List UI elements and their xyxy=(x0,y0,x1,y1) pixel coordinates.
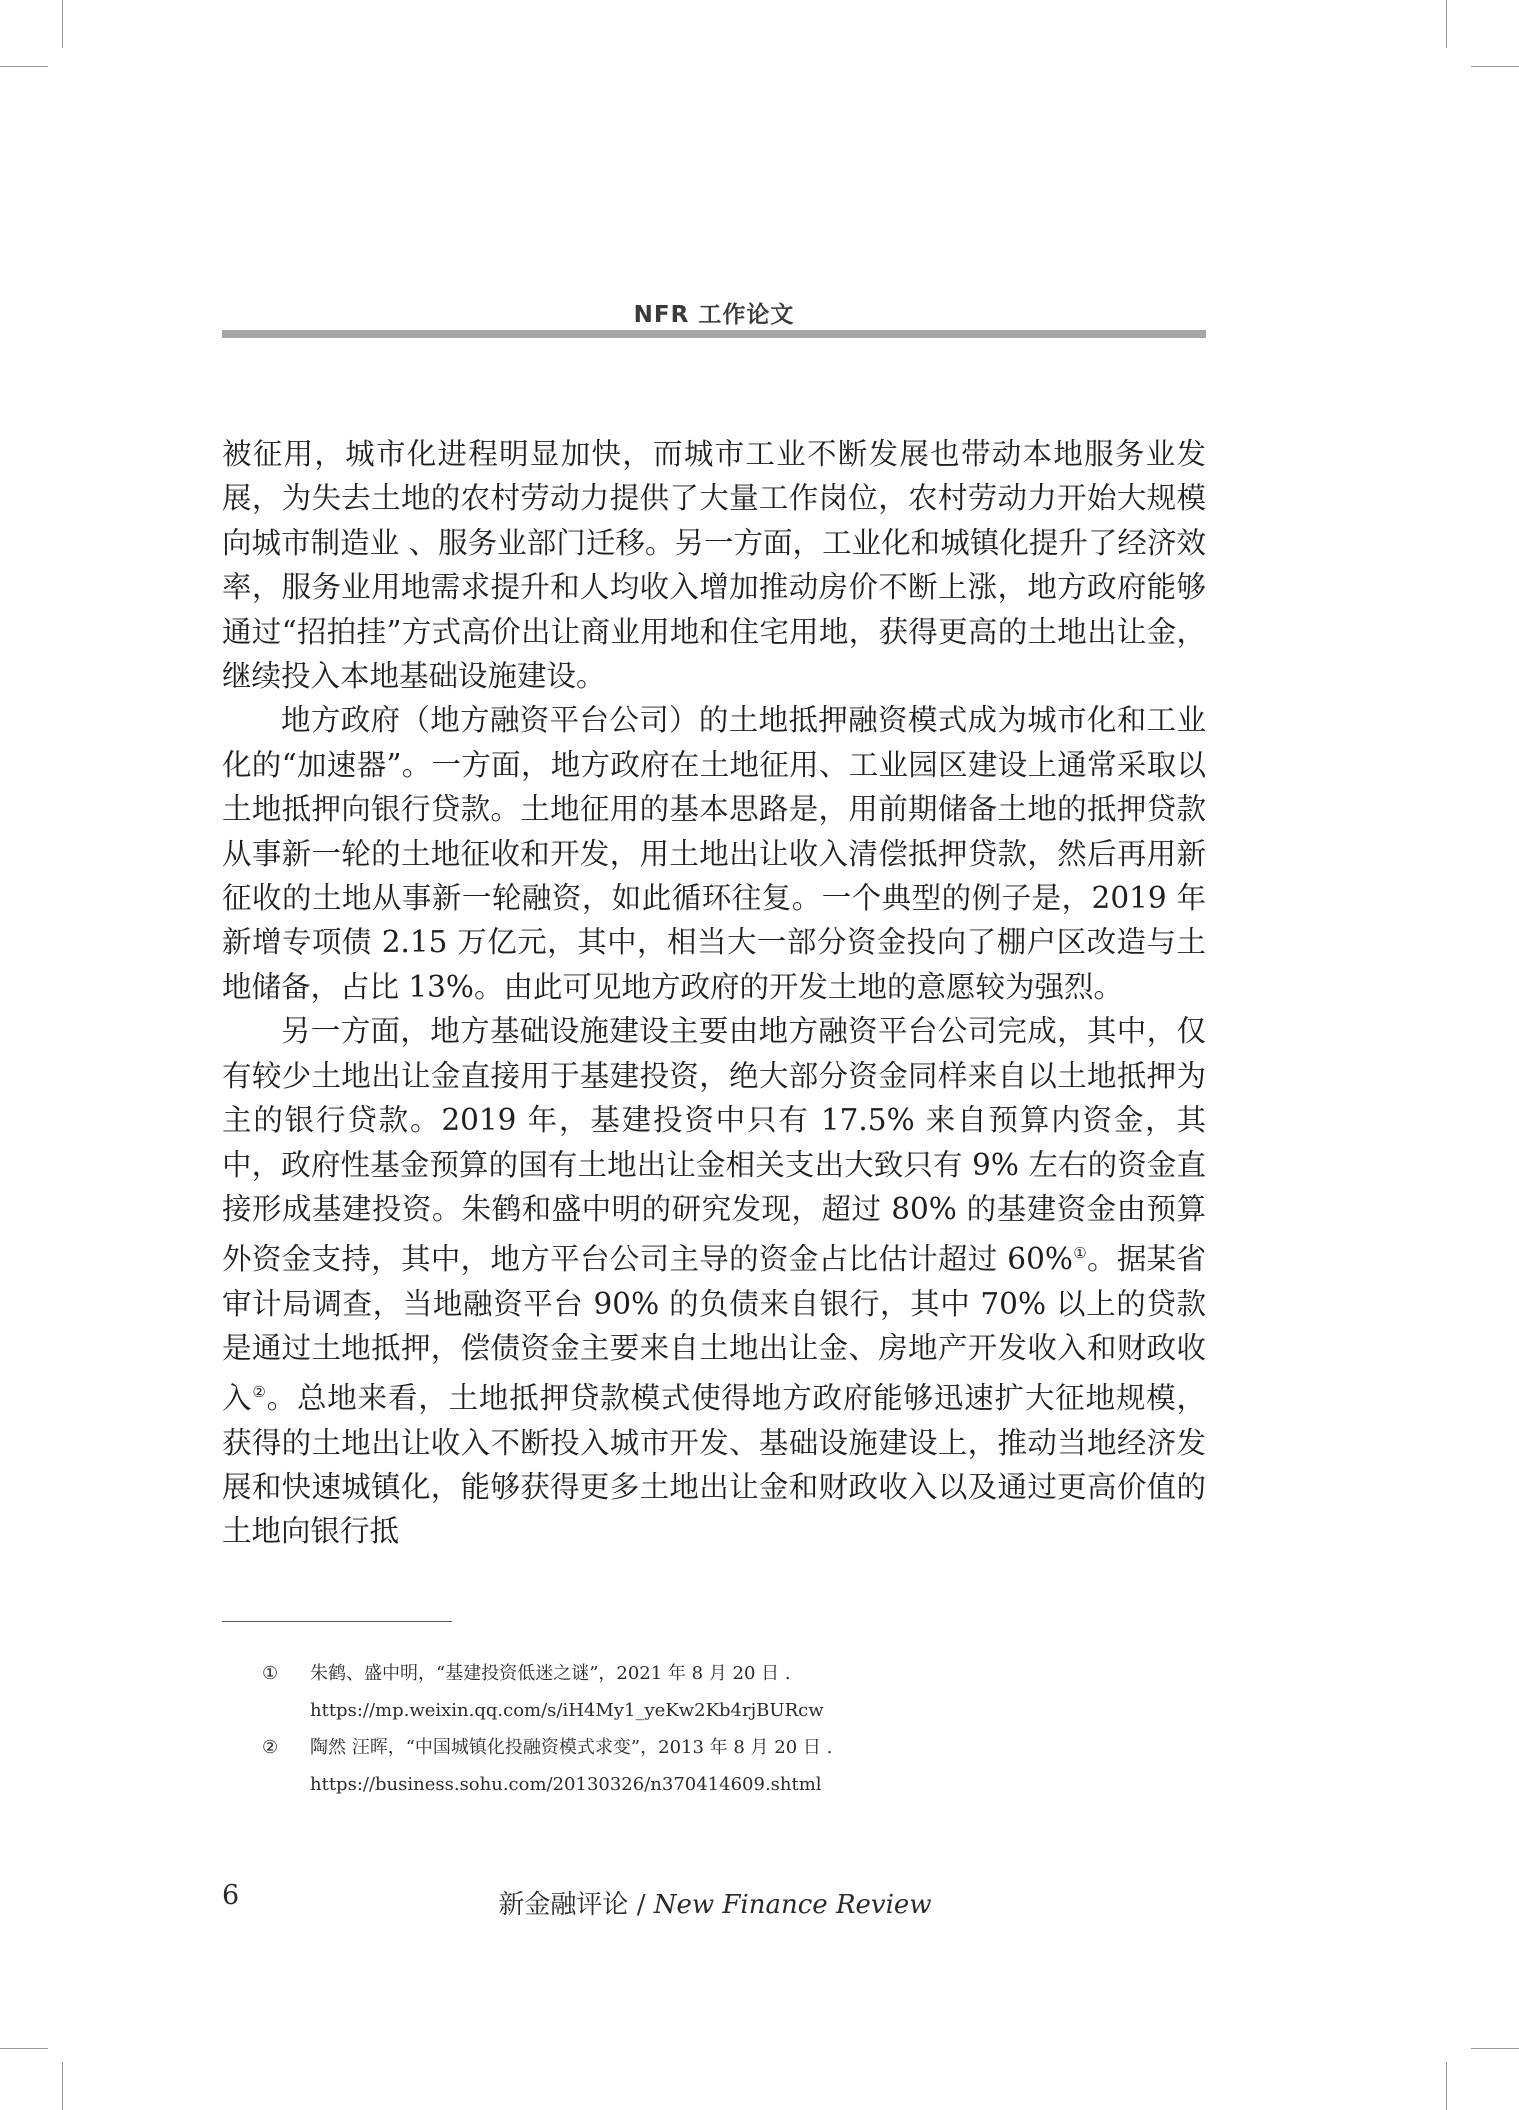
crop-mark xyxy=(0,66,48,67)
footnote-ref-2[interactable]: ② xyxy=(252,1383,267,1402)
crop-mark xyxy=(62,2062,63,2110)
journal-separator: / xyxy=(628,1890,654,1920)
footnote-number: ② xyxy=(262,1737,279,1758)
footnote-link[interactable]: https://mp.weixin.qq.com/s/iH4My1_yeKw2Kb4rjBURcw xyxy=(310,1700,824,1721)
footnote-rule xyxy=(222,1621,452,1622)
footnote-link[interactable]: https://business.sohu.com/20130326/n370414609.shtml xyxy=(310,1774,822,1795)
footnote-citation: 陶然 汪晖，“中国城镇化投融资模式求变”，2013 年 8 月 20 日 . xyxy=(310,1737,833,1758)
footnotes xyxy=(262,1655,1192,1803)
crop-mark xyxy=(1471,2048,1519,2049)
paragraph: 被征用，城市化进程明显加快，而城市工业不断发展也带动本地服务业发展，为失去土地的农村劳动力提供了大量工作岗位，农村劳动力开始大规模向城市制造业 、服务业部门迁移。另一方面，工业化和城镇化提升了经济效率，服务业用地需求提升和人均收入增加推动房价不断上涨，地方政府能够通过“招拍挂”方式高价出让商业用地和住宅用地，获得更高的土地出让金，继续投入本地基础设施建设。 xyxy=(222,437,1206,694)
body-text xyxy=(222,432,1206,1554)
crop-mark xyxy=(1446,0,1447,48)
journal-name-cn: 新金融评论 xyxy=(498,1890,629,1920)
footnote xyxy=(262,1729,1192,1803)
crop-mark xyxy=(0,2048,48,2049)
paragraph: 地方政府（地方融资平台公司）的土地抵押融资模式成为城市化和工业化的“加速器”。一方面，地方政府在土地征用、工业园区建设上通常采取以土地抵押向银行贷款。土地征用的基本思路是，用前期储备土地的抵押贷款从事新一轮的土地征收和开发，用土地出让收入清偿抵押贷款，然后再用新征收的土地从事新一轮融资，如此循环往复。一个典型的例子是，2019 年新增专项债 2.15 万亿元，其中，相当大一部分资金投向了棚户区改造与土地储备，占比 13%。由此可见地方政府的开发土地的意愿较为强烈。 xyxy=(222,703,1206,1004)
crop-mark xyxy=(1446,2062,1447,2110)
page-number: 6 xyxy=(222,1880,240,1911)
paragraph-text: 另一方面，地方基础设施建设主要由地方融资平台公司完成，其中，仅有较少土地出让金直接用于基建投资，绝大部分资金同样来自以土地抵押为主的银行贷款。2019 年，基建投资中只有 17.5% 来自预算内资金，其中，政府性基金预算的国有土地出让金相关支出大致只有 9% 左右的资金直接形成基建投资。朱鹤和盛中明的研究发现，超过 80% 的基建资金由预算外资金支持，其中，地方平台公司主导的资金占比估计超过 60% xyxy=(222,1014,1206,1277)
crop-mark xyxy=(1471,66,1519,67)
journal-name-en: New Finance Review xyxy=(653,1890,932,1920)
paragraph xyxy=(222,1009,1206,1554)
paragraph-text: 。总地来看，土地抵押贷款模式使得地方政府能够迅速扩大征地规模，获得的土地出让收入不断投入城市开发、基础设施建设上，推动当地经济发展和快速城镇化，能够获得更多土地出让金和财政收入以及通过更高价值的土地向银行抵 xyxy=(222,1381,1206,1549)
footnote xyxy=(262,1655,1192,1729)
journal-footer xyxy=(400,1884,1030,1921)
footnote-citation: 朱鹤、盛中明，“基建投资低迷之谜”，2021 年 8 月 20 日 . xyxy=(310,1663,791,1684)
header-rule xyxy=(222,330,1206,338)
footnote-number: ① xyxy=(262,1663,279,1684)
running-head: NFR 工作论文 xyxy=(633,302,795,328)
paragraph-text: 。据某省审计局调查，当地融资平台 90% 的负债来自银行，其中 70% 以上的贷款是通过土地抵押，偿债资金主要来自土地出让金、房地产开发收入和财政收入 xyxy=(222,1242,1206,1416)
footnote-ref-1[interactable]: ① xyxy=(1072,1244,1087,1263)
crop-mark xyxy=(62,0,63,48)
